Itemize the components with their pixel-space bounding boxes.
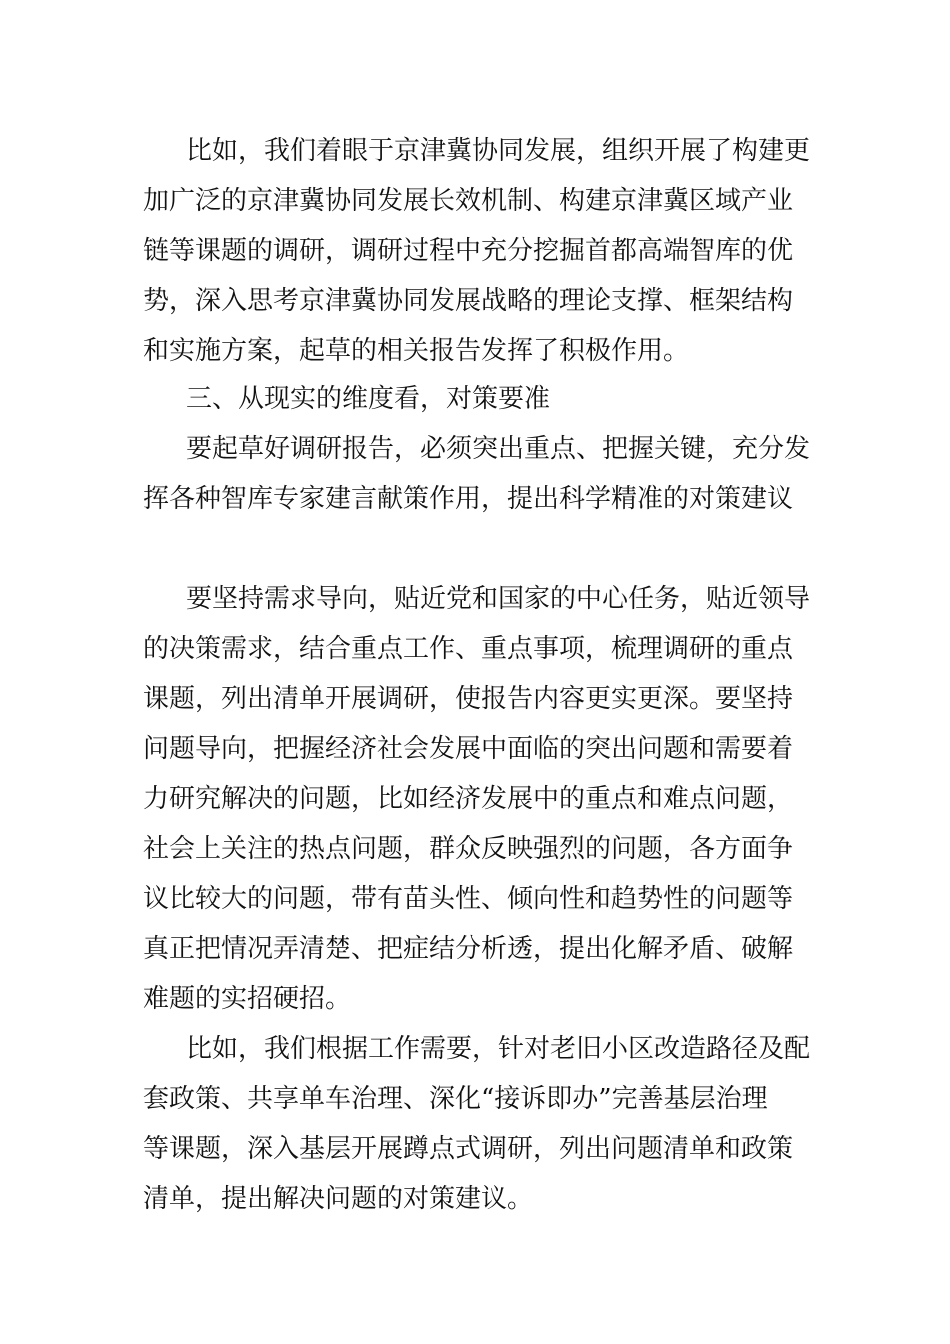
paragraph-3-line-8: 真正把情况弄清楚、把症结分析透，提出化解矛盾、破解 xyxy=(143,934,794,964)
paragraph-2-line-2: 挥各种智库专家建言献策作用，提出科学精准的对策建议 xyxy=(143,484,794,514)
paragraph-3-line-3: 课题，列出清单开展调研，使报告内容更实更深。要坚持 xyxy=(143,684,794,714)
paragraph-3-line-9: 难题的实招硬招。 xyxy=(143,984,352,1014)
section-heading: 三、从现实的维度看，对策要准 xyxy=(186,384,551,414)
paragraph-1-line-5: 和实施方案，起草的相关报告发挥了积极作用。 xyxy=(143,336,690,366)
paragraph-4-line-1: 比如，我们根据工作需要，针对老旧小区改造路径及配 xyxy=(186,1034,811,1064)
paragraph-3-line-1: 要坚持需求导向，贴近党和国家的中心任务，贴近领导 xyxy=(186,584,811,614)
paragraph-1-line-1: 比如，我们着眼于京津冀协同发展，组织开展了构建更 xyxy=(186,136,811,166)
paragraph-1-line-4: 势，深入思考京津冀协同发展战略的理论支撑、框架结构 xyxy=(143,286,794,316)
paragraph-4-line-4: 清单，提出解决问题的对策建议。 xyxy=(143,1184,534,1214)
paragraph-4-line-3: 等课题，深入基层开展蹲点式调研，列出问题清单和政策 xyxy=(143,1134,794,1164)
paragraph-1-line-2: 加广泛的京津冀协同发展长效机制、构建京津冀区域产业 xyxy=(143,186,794,216)
paragraph-3-line-6: 社会上关注的热点问题，群众反映强烈的问题，各方面争 xyxy=(143,834,794,864)
paragraph-3-line-2: 的决策需求，结合重点工作、重点事项，梳理调研的重点 xyxy=(143,634,794,664)
paragraph-3-line-5: 力研究解决的问题，比如经济发展中的重点和难点问题， xyxy=(143,784,794,814)
paragraph-3-line-7: 议比较大的问题，带有苗头性、倾向性和趋势性的问题等 xyxy=(143,884,794,914)
paragraph-2-line-1: 要起草好调研报告，必须突出重点、把握关键，充分发 xyxy=(186,434,811,464)
paragraph-1-line-3: 链等课题的调研，调研过程中充分挖掘首都高端智库的优 xyxy=(143,236,794,266)
paragraph-3-line-4: 问题导向，把握经济社会发展中面临的突出问题和需要着 xyxy=(143,734,794,764)
paragraph-4-line-2: 套政策、共享单车治理、深化“接诉即办”完善基层治理 xyxy=(143,1084,768,1114)
